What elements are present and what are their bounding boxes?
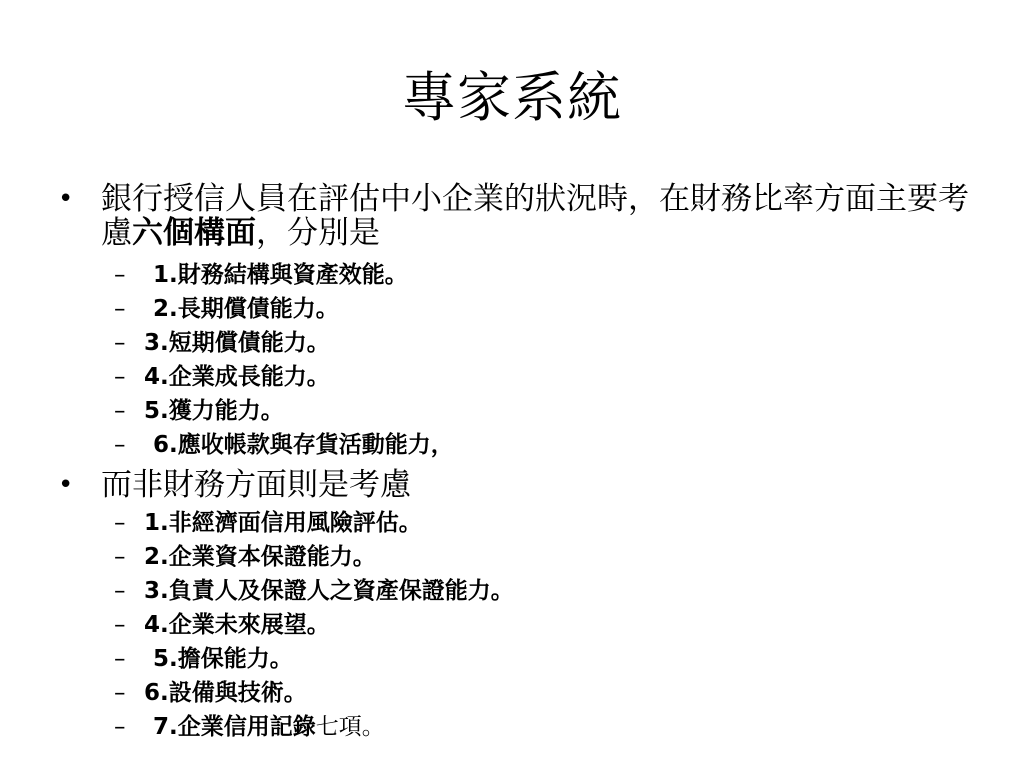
dash: – <box>114 262 126 288</box>
subitem-text: 2.長期償債能力。 <box>153 296 339 322</box>
dash: – <box>114 364 126 390</box>
subitem-text: 6.設備與技術。 <box>144 680 307 706</box>
subitem-text: 1.非經濟面信用風險評估。 <box>144 510 422 536</box>
subitem-text: 3.短期償債能力。 <box>144 330 330 356</box>
bullet-text-emphasis: 六個構面 <box>132 215 256 251</box>
bullet-text <box>101 182 971 250</box>
subitem-financial-4 <box>114 360 330 394</box>
bullet-text-before: 銀行授信人員在評估中小企業的狀況時，在財務比率方面主要考慮 <box>101 181 969 251</box>
subitem-financial-6 <box>114 428 454 462</box>
subitem-financial-5 <box>114 394 284 428</box>
subitem-nonfinancial-1 <box>114 506 422 540</box>
subitem-nonfinancial-5 <box>114 642 293 676</box>
bullet-text: 而非財務方面則是考慮 <box>101 467 411 503</box>
dash: – <box>114 680 126 706</box>
subitem-tail: 七項。 <box>315 714 385 740</box>
dash: – <box>114 544 126 570</box>
subitem-text: 2.企業資本保證能力。 <box>144 544 376 570</box>
subitem-text: 4.企業未來展望。 <box>144 612 330 638</box>
subitem-text: 6.應收帳款與存貨活動能力， <box>153 432 454 458</box>
subitem-text: 1.財務結構與資產效能。 <box>153 262 408 288</box>
dash: – <box>114 714 126 740</box>
subitem-nonfinancial-3 <box>114 574 514 608</box>
dash: – <box>114 330 126 356</box>
subitem-financial-1 <box>114 258 408 292</box>
subitem-nonfinancial-7 <box>114 710 385 744</box>
subitem-nonfinancial-2 <box>114 540 376 574</box>
dash: – <box>114 398 126 424</box>
dash: – <box>114 432 126 458</box>
subitem-text: 5.獲力能力。 <box>144 398 284 424</box>
bullet-text-after: ，分別是 <box>256 215 380 251</box>
subitem-text: 4.企業成長能力。 <box>144 364 330 390</box>
bullet-dot: • <box>58 470 74 500</box>
subitem-text: 5.擔保能力。 <box>153 646 293 672</box>
subitem-text: 3.負責人及保證人之資產保證能力。 <box>144 578 514 604</box>
subitem-text: 7.企業信用記錄 <box>153 714 316 740</box>
dash: – <box>114 578 126 604</box>
dash: – <box>114 296 126 322</box>
subitem-nonfinancial-4 <box>114 608 330 642</box>
subitem-financial-2 <box>114 292 339 326</box>
bullet-dot: • <box>58 184 74 214</box>
dash: – <box>114 510 126 536</box>
subitem-financial-3 <box>114 326 330 360</box>
dash: – <box>114 612 126 638</box>
subitem-nonfinancial-6 <box>114 676 307 710</box>
dash: – <box>114 646 126 672</box>
slide-title: 專家系統 <box>402 66 622 129</box>
